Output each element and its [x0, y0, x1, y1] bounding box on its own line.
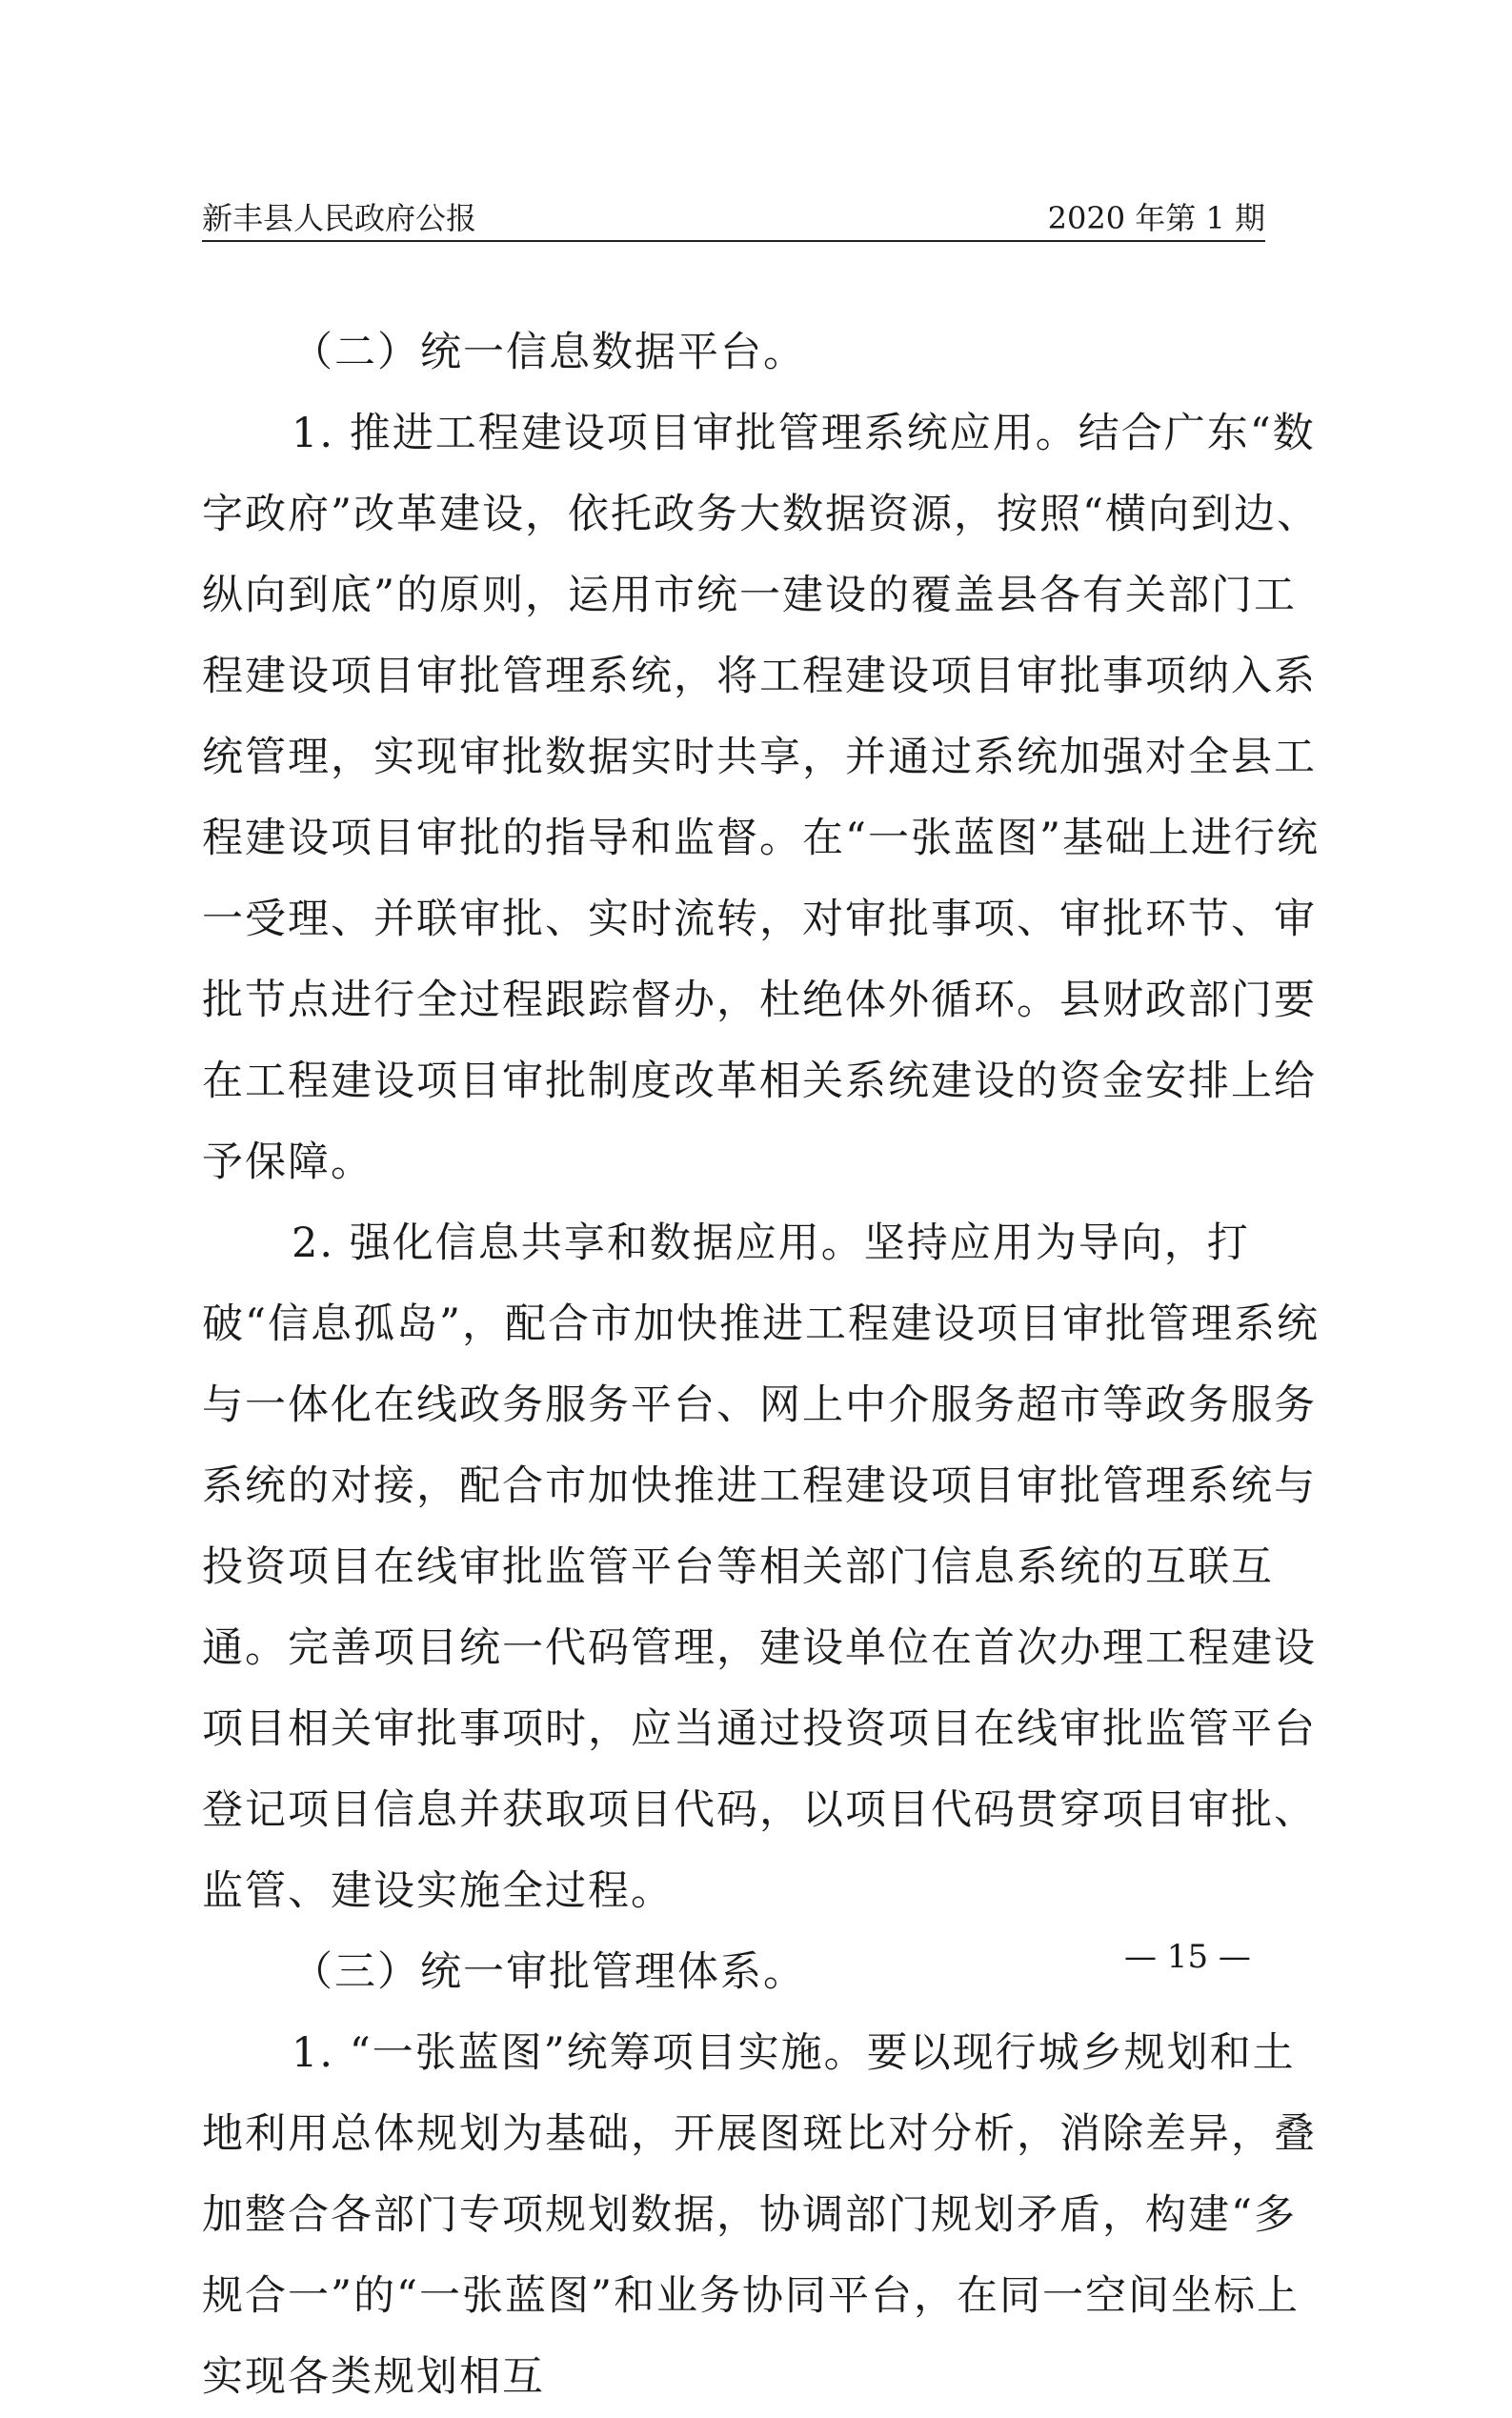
body-paragraph: 2. 强化信息共享和数据应用。坚持应用为导向，打破“信息孤岛”，配合市加快推进工程建设项目审批管理系统与一体化在线政务服务平台、网上中介服务超市等政务服务系统的对接，配合市加快推进工程建设项目审批管理系统与投资项目在线审批监管平台等相关部门信息系统的互联互通。完善项目统一代码管理，建设单位在首次办理工程建设项目相关审批事项时，应当通过投资项目在线审批监管平台登记项目信息并获取项目代码，以项目代码贯穿项目审批、监管、建设实施全过程。	[202, 1219, 1320, 1915]
page-number: — 15 —	[1124, 1938, 1251, 1976]
page-header	[202, 194, 1265, 242]
body-paragraph: 1. “一张蓝图”统筹项目实施。要以现行城乡规划和土地利用总体规划为基础，开展图斑比对分析，消除差异，叠加整合各部门专项规划数据，协调部门规划矛盾，构建“多规合一”的“一张蓝图”和业务协同平台，在同一空间坐标上实现各类规划相互	[202, 2029, 1317, 2401]
section-heading: （二）统一信息数据平台。	[292, 329, 806, 376]
publication-title: 新丰县人民政府公报	[202, 200, 477, 236]
issue-number: 2020 年第 1 期	[1047, 200, 1265, 236]
section-heading: （三）统一审批管理体系。	[292, 1948, 806, 1996]
body-paragraph: 1. 推进工程建设项目审批管理系统应用。结合广东“数字政府”改革建设，依托政务大数据资源，按照“横向到边、纵向到底”的原则，运用市统一建设的覆盖县各有关部门工程建设项目审批管理系统，将工程建设项目审批事项纳入系统管理，实现审批数据实时共享，并通过系统加强对全县工程建设项目审批的指导和监督。在“一张蓝图”基础上进行统一受理、并联审批、实时流转，对审批事项、审批环节、审批节点进行全过程跟踪督办，杜绝体外循环。县财政部门要在工程建设项目审批制度改革相关系统建设的资金安排上给予保障。	[202, 410, 1320, 1186]
document-body	[202, 312, 1326, 2418]
